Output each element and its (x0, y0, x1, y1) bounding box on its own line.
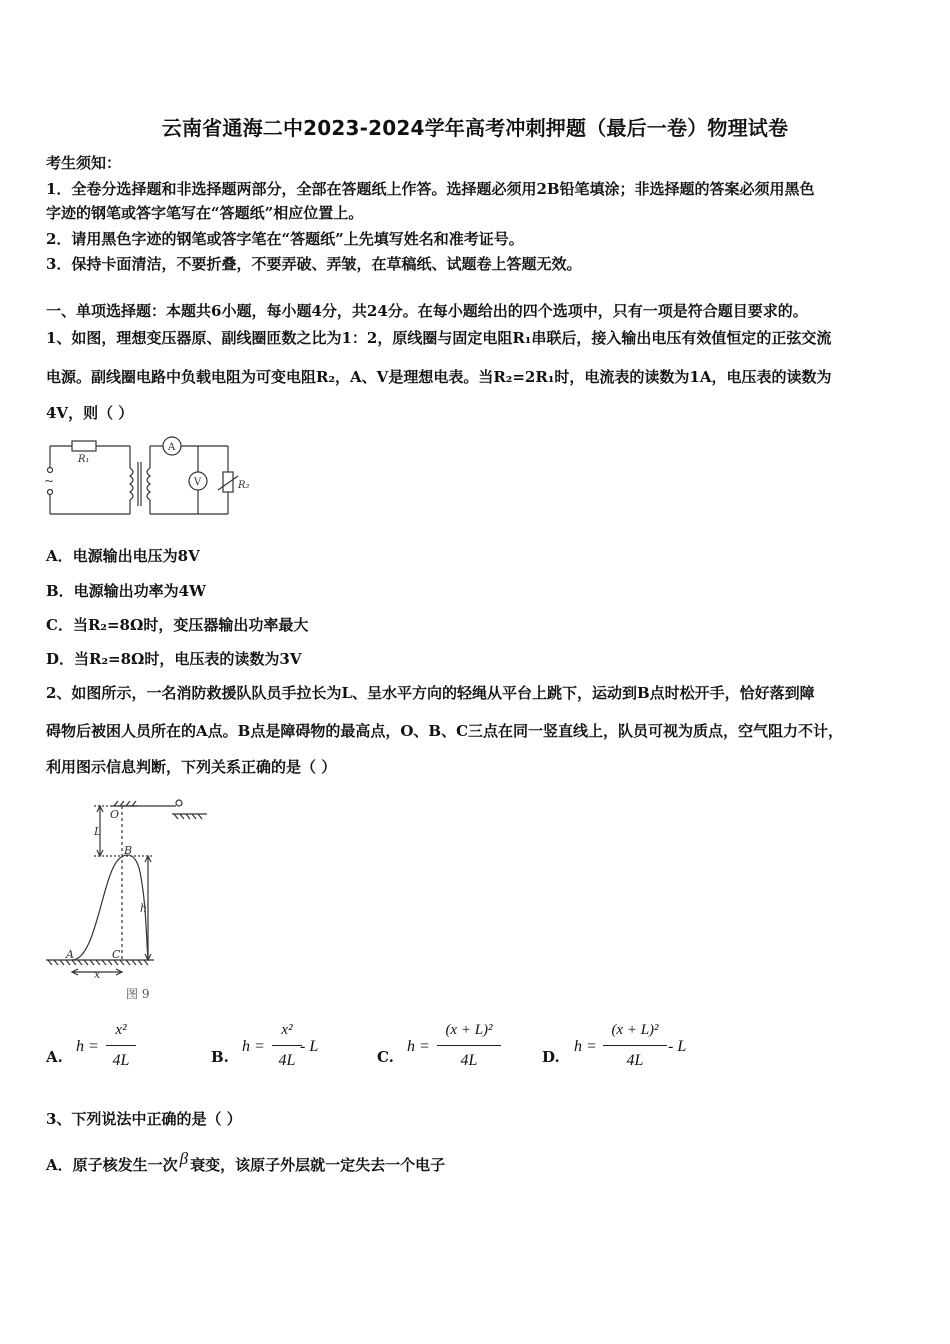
svg-text:O: O (110, 808, 120, 821)
svg-text:A: A (168, 442, 176, 453)
svg-text:R₂: R₂ (238, 480, 250, 491)
page-title: 云南省通海二中2023-2024学年高考冲刺押题（最后一卷）物理试卷 (161, 116, 789, 140)
primary-coil (130, 468, 133, 500)
q1-line-2: 电源。副线圈电路中负载电阻为可变电阻R₂，A、V是理想电表。当R₂=2R₁时，电流表的读数为1A，电压表的读数为 (46, 368, 832, 386)
svg-text:h: h (140, 902, 148, 915)
q2-line-3: 利用图示信息判断，下列关系正确的是（ ） (46, 758, 337, 776)
q1-line-3: 4V，则（ ） (46, 404, 134, 422)
svg-text:L: L (94, 825, 102, 838)
svg-text:B: B (124, 844, 133, 857)
q3-stem: 3、下列说法中正确的是（ ） (46, 1110, 242, 1128)
q1-option-c: C．当R₂=8Ω时，变压器输出功率最大 (46, 616, 309, 634)
q1-option-b: B．电源输出功率为4W (46, 582, 206, 600)
svg-text:R₁: R₁ (78, 454, 90, 465)
r1-resistor (72, 441, 96, 451)
section-heading: 一、单项选择题：本题共6小题，每小题4分，共24分。在每小题给出的四个选项中，只有一项是符合题目要求的。 (46, 302, 808, 320)
notice-line-4: 3．保持卡面清洁，不要折叠，不要弄破、弄皱，在草稿纸、试题卷上答题无效。 (46, 255, 582, 273)
q3-option-a (46, 1149, 446, 1175)
rescue-jump-figure (42, 792, 217, 1004)
beta-symbol: β (179, 1149, 189, 1168)
r2-resistor (223, 472, 233, 492)
svg-text:C: C (112, 948, 121, 961)
notice-heading: 考生须知： (46, 154, 122, 172)
notice-line-1: 1．全卷分选择题和非选择题两部分，全部在答题纸上作答。选择题必须用2B铅笔填涂；非选择题的答案必须用黑色 (46, 180, 815, 198)
svg-text:A: A (66, 948, 74, 961)
notice-line-3: 2．请用黑色字迹的钢笔或答字笔在“答题纸”上先填写姓名和准考证号。 (46, 230, 524, 248)
svg-text:x: x (94, 968, 101, 981)
svg-text:~: ~ (44, 474, 55, 488)
obstacle-profile (72, 855, 148, 960)
q3-option-a-pre: A．原子核发生一次 (46, 1156, 178, 1174)
secondary-coil (147, 468, 150, 500)
notice-line-2: 字迹的钢笔或答字笔写在“答题纸”相应位置上。 (46, 204, 364, 222)
transformer-circuit-figure (42, 436, 272, 522)
q1-option-d: D．当R₂=8Ω时，电压表的读数为3V (46, 650, 302, 668)
svg-text:图 9: 图 9 (126, 987, 150, 1001)
q1-option-a: A．电源输出电压为8V (46, 547, 200, 565)
q2-line-1: 2、如图所示，一名消防救援队队员手拉长为L、呈水平方向的轻绳从平台上跳下，运动到B点时松开手，恰好落到障 (46, 684, 815, 702)
q3-option-a-post: 衰变，该原子外层就一定失去一个电子 (190, 1156, 446, 1174)
q2-line-2: 碍物后被困人员所在的A点。B点是障碍物的最高点，O、B、C三点在同一竖直线上，队员可视为质点，空气阻力不计， (46, 722, 844, 740)
q1-line-1: 1、如图，理想变压器原、副线圈匝数之比为1：2，原线圈与固定电阻R₁串联后，接入输出电压有效值恒定的正弦交流 (46, 329, 832, 347)
svg-text:V: V (194, 477, 202, 488)
